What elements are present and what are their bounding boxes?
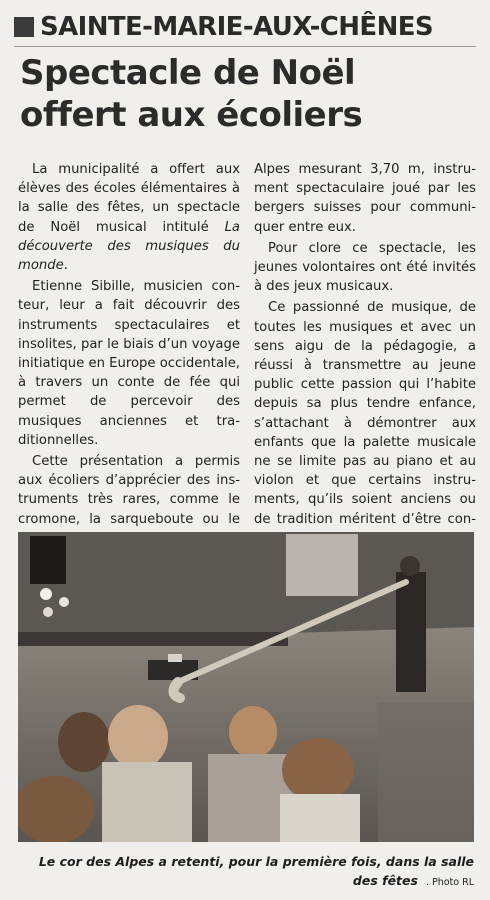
kicker-square-icon [14,17,34,37]
alphorn-performance-photo [18,532,474,842]
article-paragraph-3: Cette présentation a permis aux écoliers d’apprécier des instruments très rares, comme le cromone, la sarqueboute ou le [18,454,240,527]
article-paragraph-6: Ce passionné de musique, de toutes les musiques et avec un sens aigu de la pédagogie, a réussi à transmettre au jeune public cette passion qui l’habite depuis sa plus tendre enfance, s’attachant à démontrer aux enfants que la palette musicale ne se limite pas au piano et au violon et que certains instruments, qu’ils soient anciens ou de tradition méritent d’être con [254,300,476,527]
photo-caption [18,852,474,892]
headline [20,52,480,136]
article-paragraph-1 [18,160,240,275]
article-column-left [18,160,240,550]
paragraph-1-text: La municipalité a offert aux élèves des écoles élémentaires à la salle des fêtes, un spectacle de Noël musical intitulé [18,162,240,235]
kicker-location: SAINTE-MARIE-AUX-CHÊNES [40,12,434,42]
section-kicker [14,10,476,44]
article-paragraph-5: Pour clore ce spectacle, les jeunes volontaires ont été invités à des jeux musicaux. [254,240,476,295]
headline-line-2: offert aux écoliers [20,95,363,135]
article-column-right [254,160,476,550]
article-photo [18,532,474,842]
article-paragraph-4: Alpes mesurant 3,70 m, instrument spectaculaire joué par les bergers suisses pour communiquer entre eux. [254,162,476,235]
photo-credit: . Photo RL [425,877,474,888]
caption-text: Le cor des Alpes a retenti, pour la première fois, dans la salle des fêtes [38,854,474,888]
paragraph-1-end: . [63,258,68,274]
headline-line-1: Spectacle de Noël [20,53,356,93]
kicker-divider [14,46,476,47]
show-title: La découverte des musiques du monde [18,219,240,274]
article-paragraph-2: Etienne Sibille, musicien conteur, leur a fait découvrir des instruments spectaculaires et insolites, par le biais d’un voyage initiatique en Europe occidentale, à travers un conte de fée qui permet de percevoir des musiques anciennes et traditionnelles. [18,279,240,448]
